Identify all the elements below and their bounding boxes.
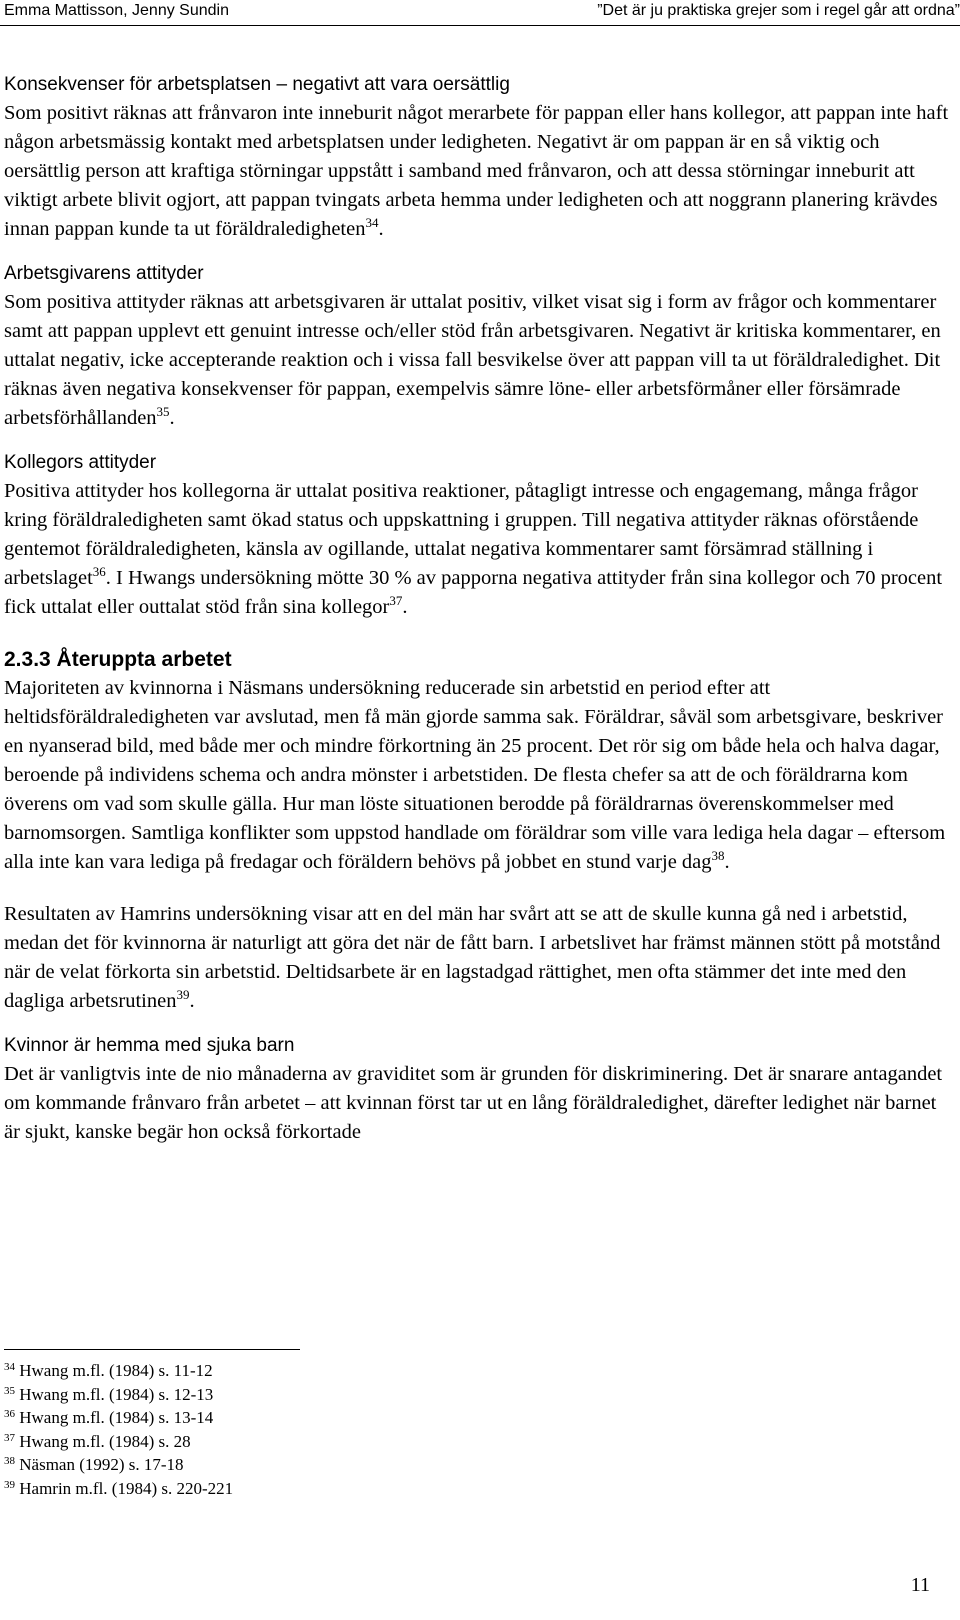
footnote-item: $^{38}$ Näsman (1992) s. 17-18 [4,1455,184,1474]
footnote-ref-39: 39 [176,987,190,1002]
footnote-ref-34: 34 [365,215,379,230]
paragraph-arbetsgivare: Som positiva attityder räknas att arbetsgivaren är uttalat positiv, vilket visat sig i form av frågor och kommentarer samt att pappan upplevt ett genuint intresse och/eller stöd från arbetsgivaren. Negativt är kritiska kommentarer, en uttalat negativ, icke accepterande reaktion och i vissa fall besvikelse över att pappan vill ta ut föräldraledighet. Dit räknas även negativa konsekvenser för pappan, exempelvis sämre löne- eller arbetsförmåner eller försämrade arbetsförhållanden$^{35}$. [4,291,941,429]
section-heading-kollegor: Kollegors attityder [4,452,157,473]
section-heading-arbetsgivare: Arbetsgivarens attityder [4,263,204,284]
footnote-item: $^{37}$ Hwang m.fl. (1984) s. 28 [4,1431,191,1451]
subsection-heading-ateruppta: 2.3.3 Återuppta arbetet [4,648,232,671]
paragraph-ateruppta-1: Majoriteten av kvinnorna i Näsmans undersökning reducerade sin arbetstid en period efter att heltidsföräldraledigheten var avslutad, men få män gjorde samma sak. Föräldrar, såväl som arbetsgivare, beskriver en nyanserad bild, med både mer och mindre förkortning än 25 procent. Det rör sig om både hela och halva dagar, beroende på individens schema och andra mönster i arbetstiden. De flesta chefer sa att de och föräldrarna kom överens om vad som skulle gälla. Hur man löste situationen berodde på föräldrarnas överenskommelser med barnomsorgen. Samtliga konflikter som uppstod handlade om föräldrar som ville vara lediga hela dagar – eftersom alla inte kan vara lediga på fredagar och föräldern behövs på jobbet en stund varje dag$^{38}$. [4,677,946,873]
page-number: 11 [910,1574,930,1596]
paragraph-kollegor: Positiva attityder hos kollegorna är uttalat positiva reaktioner, påtagligt intresse och engagemang, många frågor kring föräldraledigheten samt ökad status och uppskattning i gruppen. Till negativa attityder räknas oförstående gentemot föräldraledigheten, känsla av ogillande, uttalat negativa kommentarer samt försämrad ställning i arbetslaget$^{36}$. I Hwangs undersökning mötte 30 % av papporna negativa attityder från sina kollegor och 70 procent fick uttalat eller outtalat stöd från sina kollegor$^{37}$. [4,480,943,618]
header-document-title: ”Det är ju praktiska grejer som i regel går att ordna” [597,2,960,19]
header-rule [0,25,960,26]
footnote-separator [4,1349,300,1350]
footnote-ref-37: 37 [389,593,403,608]
page-body [4,70,956,1147]
footnote-ref-35: 35 [156,404,170,419]
footnote-item: $^{35}$ Hwang m.fl. (1984) s. 12-13 [4,1384,214,1404]
footnote-ref-36: 36 [92,564,106,579]
section-heading-konsekvenser: Konsekvenser för arbetsplatsen – negativt att vara oersättlig [4,74,510,95]
footnote-item: $^{39}$ Hamrin m.fl. (1984) s. 220-221 [4,1478,234,1498]
footnote-item: $^{34}$ Hwang m.fl. (1984) s. 11-12 [4,1361,213,1380]
footnote-ref-38: 38 [711,848,725,863]
paragraph-konsekvenser: Som positivt räknas att frånvaron inte inneburit något merarbete för pappan eller hans kollegor, att pappan inte haft någon arbetsmässig kontakt med arbetsplatsen under ledigheten. Negativt är om pappan är en så viktig och oersättlig person att kraftiga störningar uppstått i samband med frånvaron, och att dessa störningar inneburit att viktigt arbete blivit ogjort, att pappan tvingats arbeta hemma under ledigheten och att noggrann planering krävdes innan pappan kunde ta ut föräldraledigheten$^{34}$. [4,102,949,240]
footnote-item: $^{36}$ Hwang m.fl. (1984) s. 13-14 [4,1408,214,1427]
paragraph-kvinnor: Det är vanligtvis inte de nio månaderna av graviditet som är grunden för diskriminering. Det är snarare antagandet om kommande frånvaro från arbetet – att kvinnan först tar ut en lång föräldraledighet, därefter ledighet när barnet är sjukt, kanske begär hon också förkortade [4,1063,943,1143]
header-authors: Emma Mattisson, Jenny Sundin [4,2,229,19]
paragraph-ateruppta-2: Resultaten av Hamrins undersökning visar att en del män har svårt att se att de skulle kunna gå ned i arbetstid, medan det för kvinnorna är naturligt att göra det när de fått barn. I arbetslivet har främst männen stött på motstånd när de velat förkorta sin arbetstid. Deltidsarbete är en lagstadgad rättighet, men ofta stämmer det inte med den dagliga arbetsrutinen$^{39}$. [4,903,941,1012]
footnotes [4,1359,233,1500]
section-heading-kvinnor: Kvinnor är hemma med sjuka barn [4,1035,295,1056]
page-header [0,0,960,26]
